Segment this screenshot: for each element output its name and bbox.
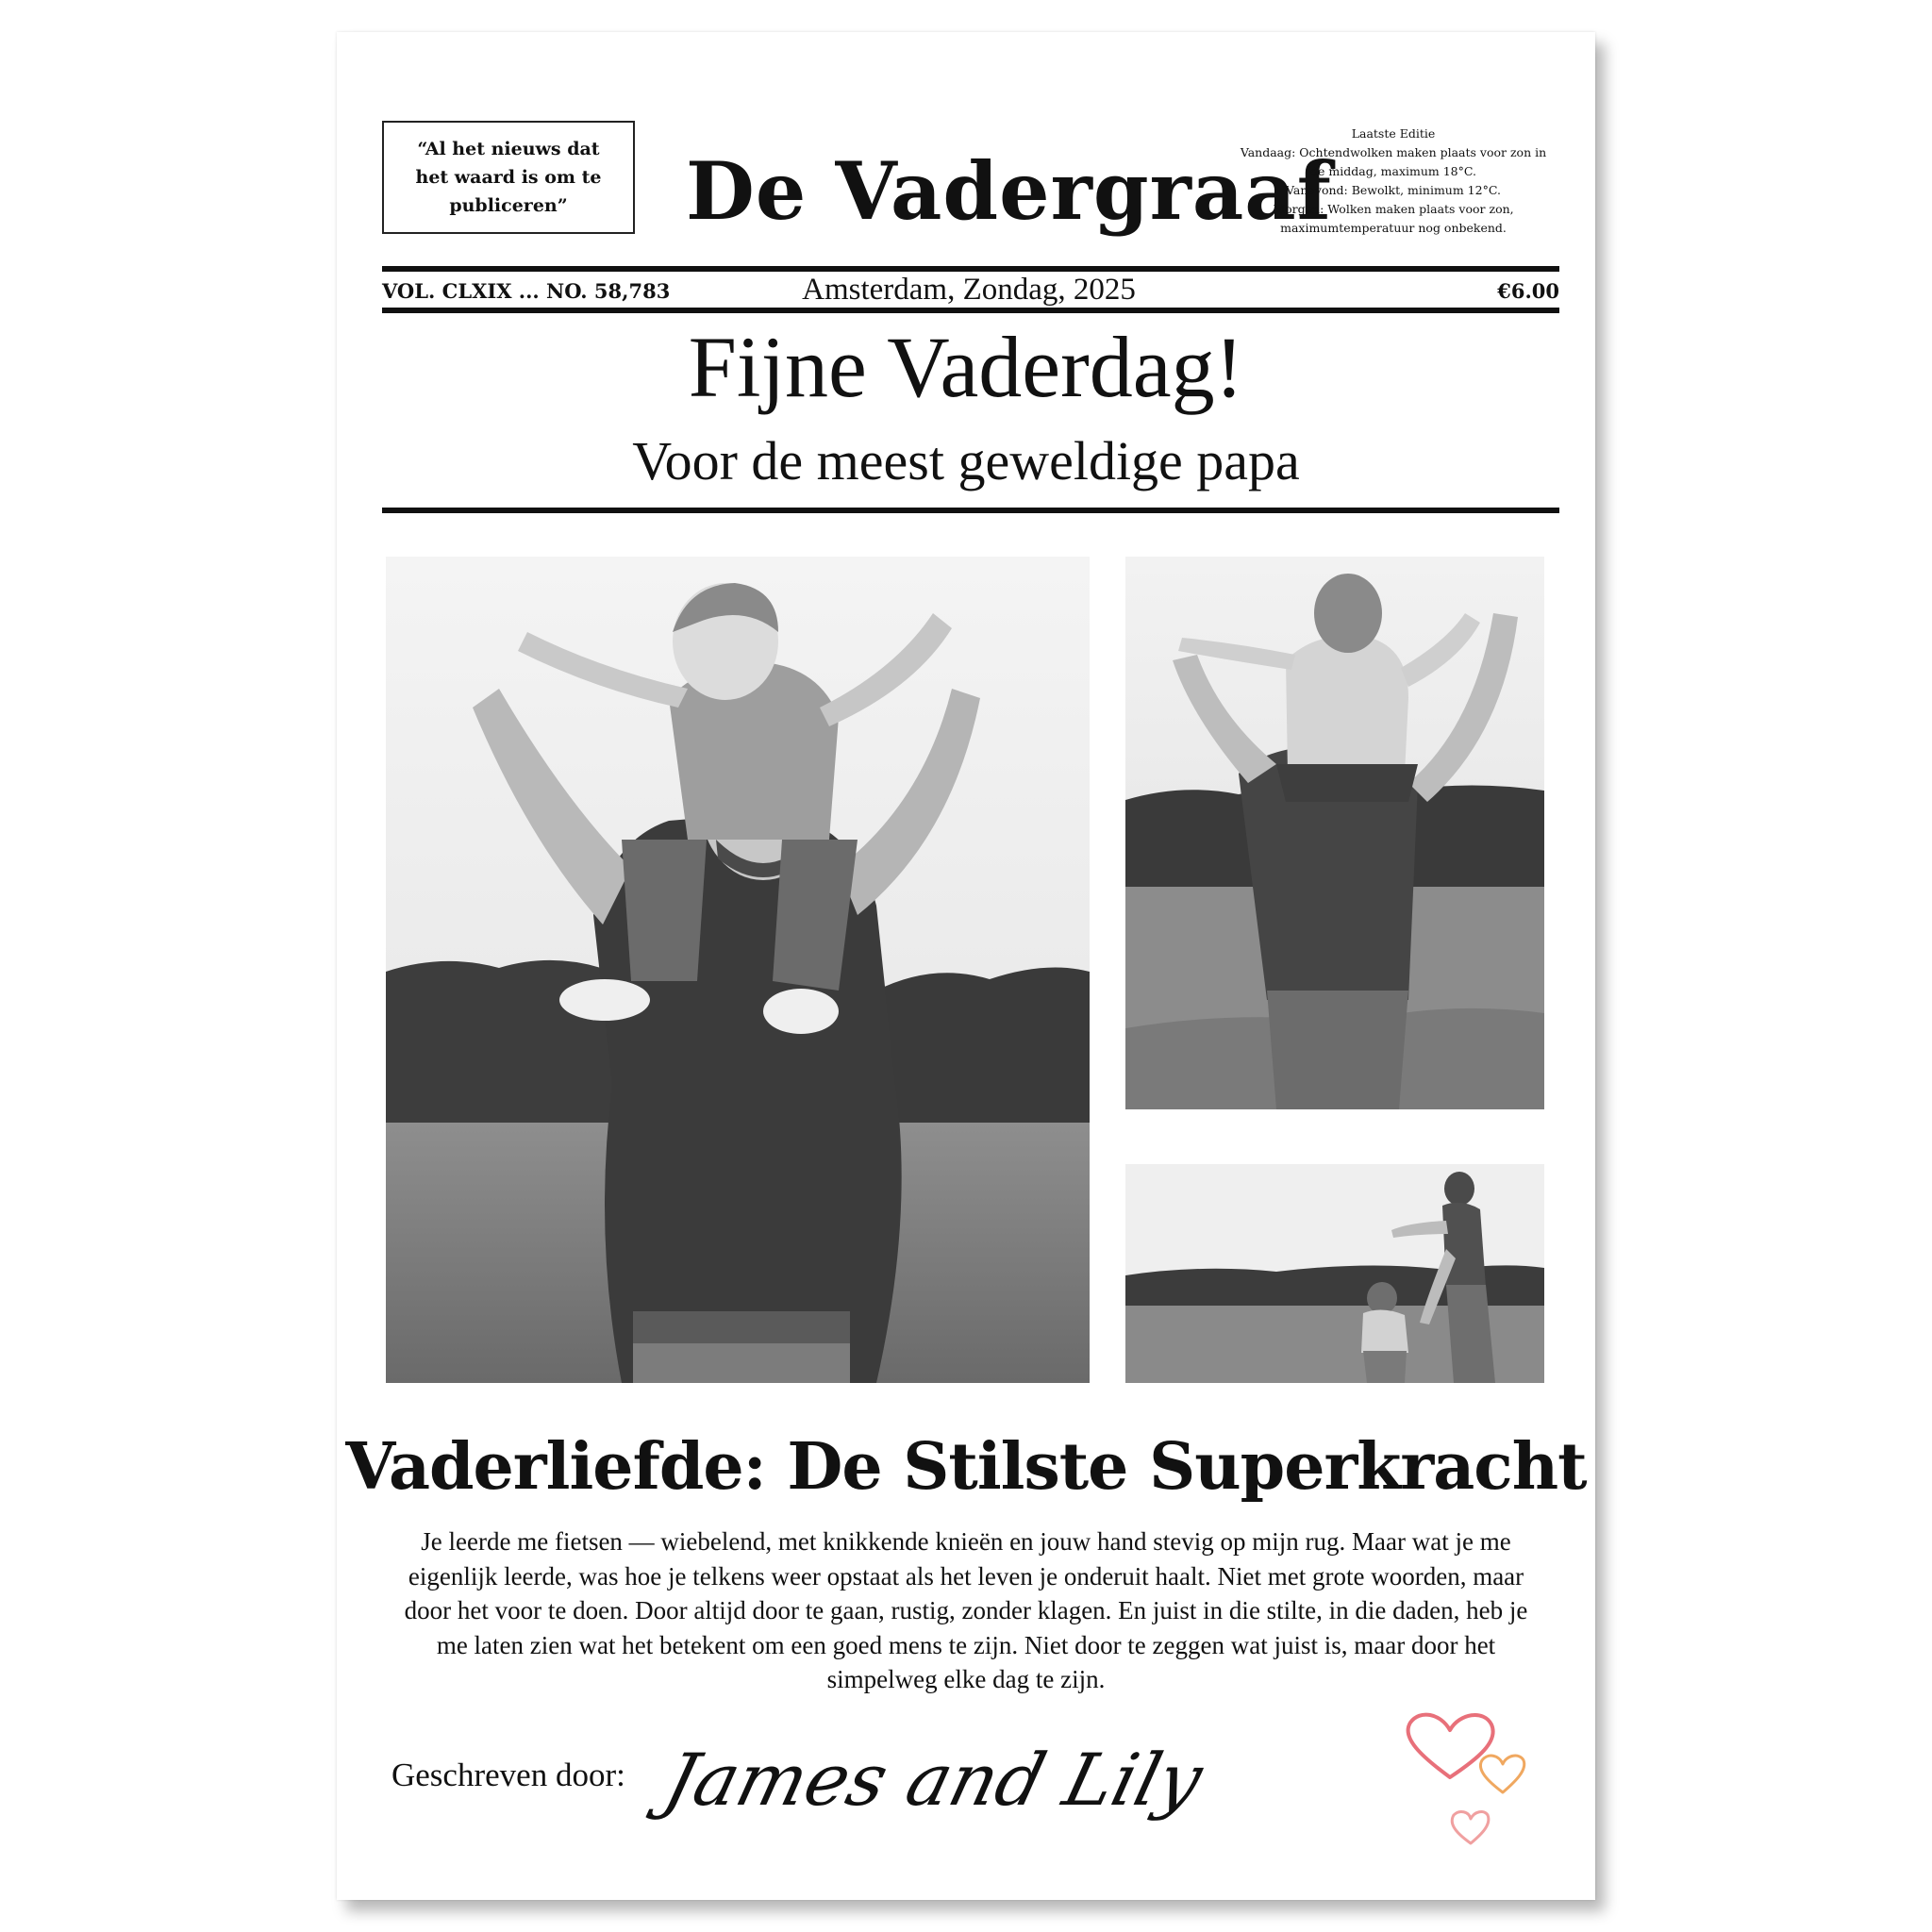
- photo-top-right: [1125, 557, 1544, 1109]
- photo-bottom-right-image: [1125, 1164, 1544, 1383]
- weather-box: [1224, 125, 1563, 238]
- sub-headline: Voor de meest geweldige papa: [632, 430, 1300, 491]
- headline-rule: [382, 508, 1559, 513]
- photo-top-right-image: [1125, 557, 1544, 1109]
- main-headline: Fijne Vaderdag!: [688, 319, 1244, 415]
- main-photo: [386, 557, 1090, 1383]
- heart-icon: [1452, 1812, 1489, 1843]
- edition-label: Laatste Editie: [1351, 126, 1436, 141]
- weather-today: Vandaag: Ochtendwolken maken plaats voor zon in de middag, maximum 18°C.: [1240, 145, 1547, 178]
- hearts-decoration: [1393, 1702, 1544, 1862]
- heart-icon: [1480, 1756, 1524, 1792]
- volume-number: VOL. CLXIX ... NO. 58,783: [382, 279, 671, 303]
- main-photo-image: [386, 557, 1090, 1383]
- byline-signature: James and Lily: [657, 1738, 1211, 1822]
- masthead-title: De Vadergraaf: [686, 144, 1332, 238]
- dateline-rule: [382, 308, 1559, 313]
- photo-bottom-right: [1125, 1164, 1544, 1383]
- motto-text: “Al het nieuws dat het waard is om te publiceren”: [415, 139, 602, 216]
- article-body: Je leerde me fietsen — wiebelend, met knikkende knieën en jouw hand stevig op mijn rug. Maar wat je me eigenlijk leerde, was hoe je telkens weer opstaat als het leven je onderuit haalt. Niet met grote woorden, maar door het voor te doen. Door altijd door te gaan, rustig, zonder klagen. En juist in die stilte, in die daden, heb je me laten zien wat het betekent om een goed mens te zijn. Niet door te zeggen wat juist is, maar door het simpelweg elke dag te zijn.: [404, 1527, 1528, 1693]
- byline-label: Geschreven door:: [391, 1757, 625, 1793]
- article-title: Vaderliefde: De Stilste Superkracht: [345, 1429, 1587, 1505]
- hearts-svg: [1393, 1702, 1544, 1862]
- newspaper-page: [337, 32, 1595, 1900]
- weather-tonight: Vanavond: Bewolkt, minimum 12°C.: [1286, 183, 1501, 197]
- dateline: Amsterdam, Zondag, 2025: [802, 273, 1136, 307]
- motto-box: [382, 121, 635, 234]
- price: €6.00: [1497, 279, 1559, 303]
- weather-tomorrow: Morgen: Wolken maken plaats voor zon, maximumtemperatuur nog onbekend.: [1273, 202, 1514, 235]
